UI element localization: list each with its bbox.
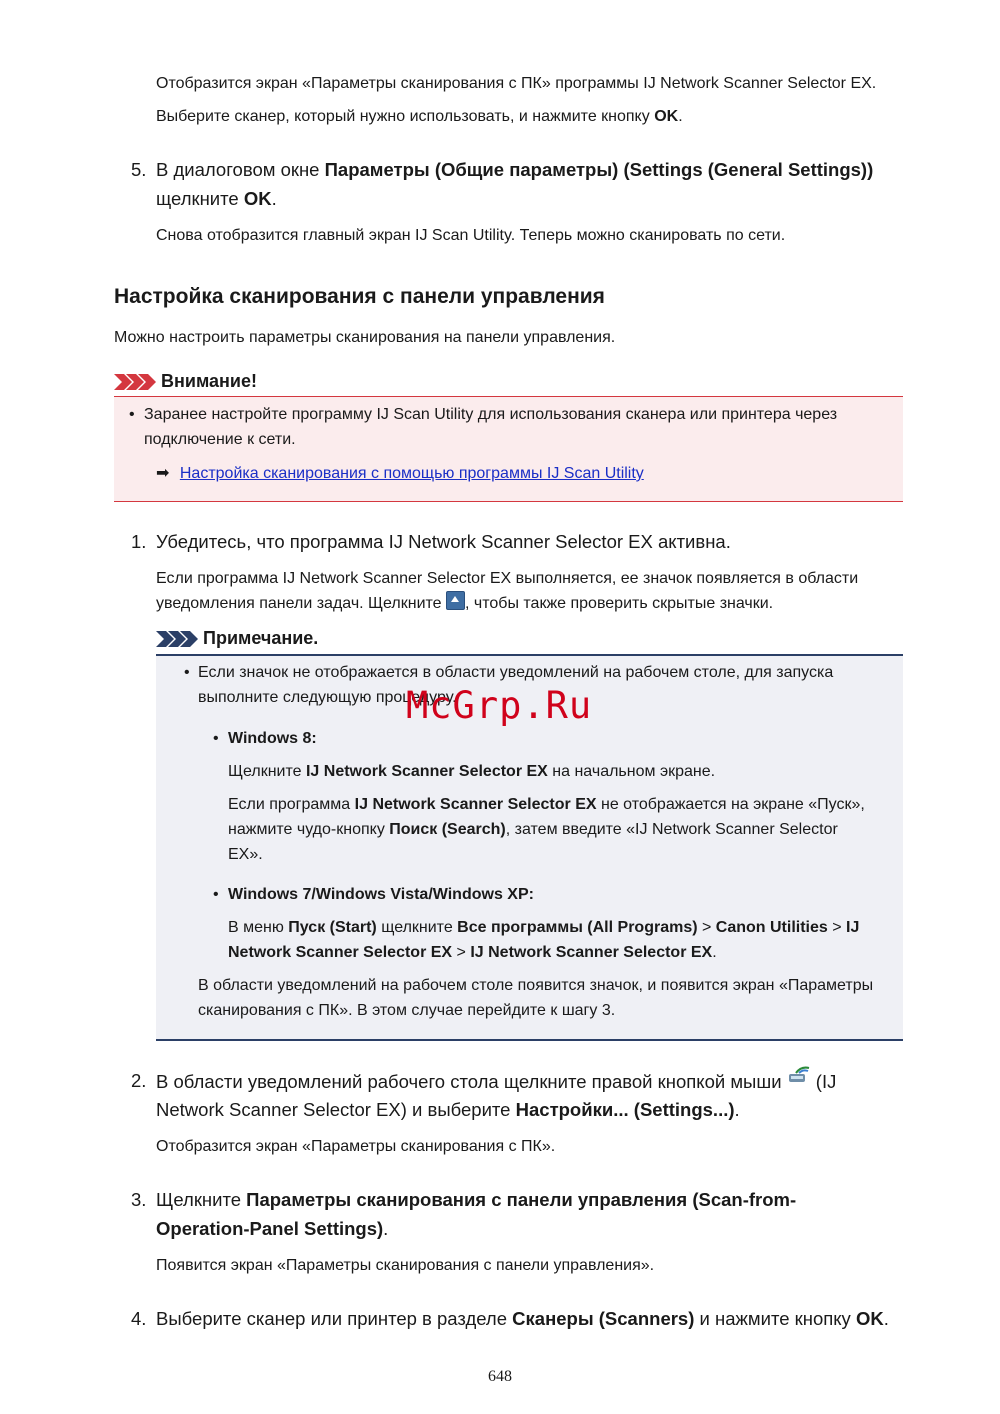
step-3-text-line-2: Operation-Panel Settings). [156,1218,389,1239]
step-5-result: Снова отобразится главный экран IJ Scan Utility. Теперь можно сканировать по сети. [156,227,786,244]
note-footer-line-2: сканирования с ПК». В этом случае перейдите к шагу 3. [198,1002,616,1019]
win7-title: Windows 7/Windows Vista/Windows XP: [228,886,534,903]
step-5-text: В диалоговом окне Параметры (Общие параметры) (Settings (General Settings)) [156,159,874,180]
step-1-desc-line-2: уведомления панели задач. Щелкните , чтобы также проверить скрытые значки. [156,591,773,616]
win8-line-1: Щелкните IJ Network Scanner Selector EX на начальном экране. [228,763,716,780]
intro-line-2: Выберите сканер, который нужно использовать, и нажмите кнопку OK. [156,108,683,125]
step-4-text: Выберите сканер или принтер в разделе Сканеры (Scanners) и нажмите кнопку OK. [156,1308,889,1329]
note-bullet: • [184,664,190,681]
note-footer-line-1: В области уведомлений на рабочем столе появится значок, и появится экран «Параметры [198,977,874,994]
caution-chevron-icon [114,374,156,390]
win7-line-1: В меню Пуск (Start) щелкните Все программы (All Programs) > Canon Utilities > IJ [228,919,860,936]
note-line-2: выполните следующую процедуру. [198,689,457,706]
win8-line-2: Если программа IJ Network Scanner Selector EX не отображается на экране «Пуск», [228,796,865,813]
step-2-text-line-2: Network Scanner Selector EX) и выберите Настройки... (Settings...). [156,1099,740,1120]
caution-bullet: • [129,406,135,423]
caution-text-line-2: подключение к сети. [144,431,296,448]
note-chevron-icon [156,631,198,647]
watermark: McGrp.Ru [406,684,593,727]
caution-heading [114,368,257,394]
win8-title: Windows 8: [228,730,317,747]
step-2-number: 2. [131,1070,147,1091]
step-4-number: 4. [131,1308,147,1329]
win7-line-2: Network Scanner Selector EX > IJ Network Scanner Selector EX. [228,944,717,961]
note-heading [156,625,318,651]
step-5-text-line-2: щелкните OK. [156,188,277,209]
scanner-selector-tray-icon[interactable] [787,1066,811,1086]
caution-title: Внимание! [161,371,257,391]
note-line-1: Если значок не отображается в области уведомлений на рабочем столе, для запуска [198,664,834,681]
intro-line-1: Отобразится экран «Параметры сканирования с ПК» программы IJ Network Scanner Selector EX. [156,75,877,92]
note-title: Примечание. [203,628,319,648]
step-2-result: Отобразится экран «Параметры сканирования с ПК». [156,1138,556,1155]
caution-text-line-1: Заранее настройте программу IJ Scan Utility для использования сканера или принтера через [144,406,838,423]
step-3-text: Щелкните Параметры сканирования с панели управления (Scan-from- [156,1189,797,1210]
step-5-number: 5. [131,159,147,180]
scan-utility-settings-link[interactable]: Настройка сканирования с помощью программы IJ Scan Utility [179,465,644,482]
arrow-right-icon: ➡ [156,465,170,482]
caution-link-row[interactable] [156,461,644,486]
step-2-text: В области уведомлений рабочего стола щелкните правой кнопкой мыши (IJ [156,1066,836,1096]
step-3-result: Появится экран «Параметры сканирования с панели управления». [156,1257,655,1274]
section-title: Настройка сканирования с панели управления [114,285,605,308]
win8-bullet: • [213,730,219,747]
win8-line-3: нажмите чудо-кнопку Поиск (Search), затем введите «IJ Network Scanner Selector [228,821,838,838]
step-1-desc-line-1: Если программа IJ Network Scanner Selector EX выполняется, ее значок появляется в области [156,570,859,587]
step-3-number: 3. [131,1189,147,1210]
section-description: Можно настроить параметры сканирования на панели управления. [114,329,616,346]
show-hidden-icons-icon[interactable] [446,591,465,610]
win7-bullet: • [213,886,219,903]
win8-line-4: EX». [228,846,263,863]
page-number: 648 [488,1368,512,1385]
step-1-number: 1. [131,531,147,552]
step-1-text: Убедитесь, что программа IJ Network Scanner Selector EX активна. [156,531,731,552]
